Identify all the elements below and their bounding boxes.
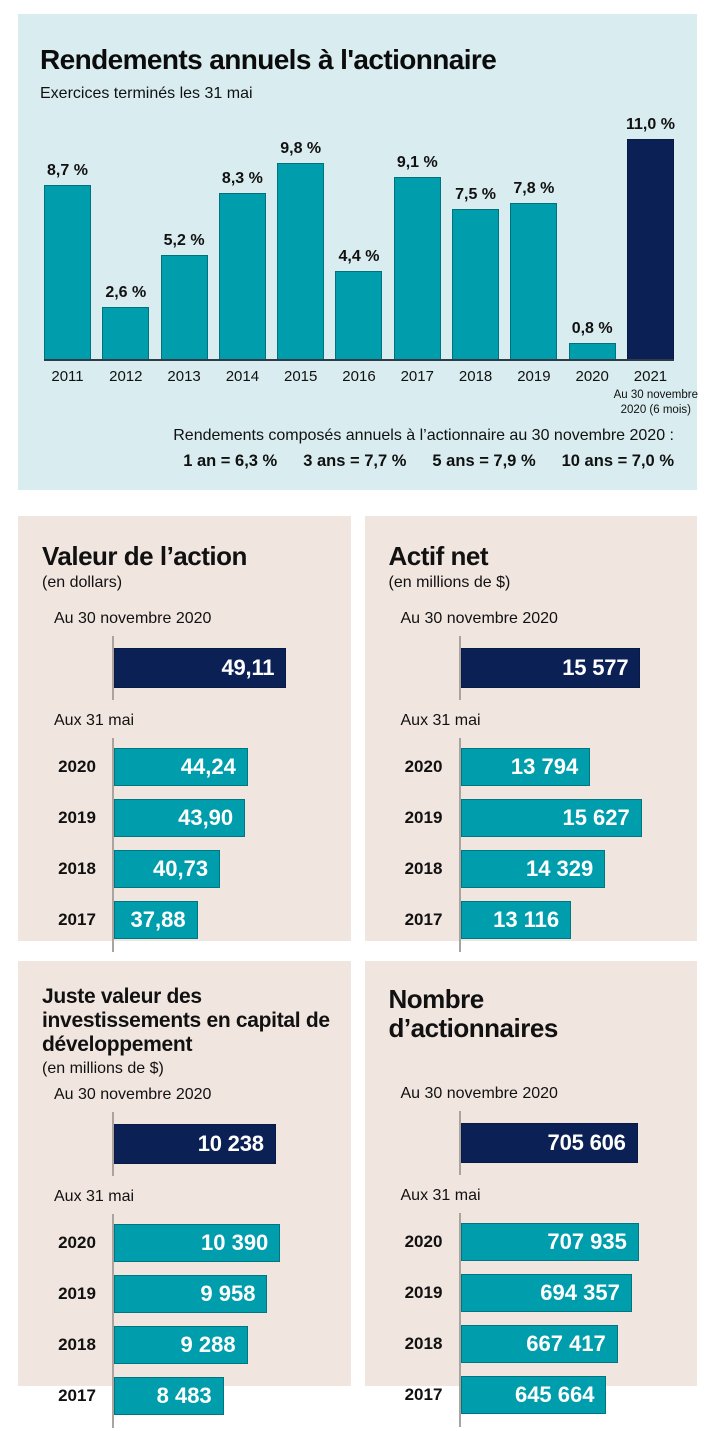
x-axis-note-line2: 2020 (6 mois) <box>620 403 691 416</box>
x-axis-tick-label: 2015 <box>284 368 318 385</box>
bar <box>219 193 266 359</box>
row-bar <box>461 1325 618 1363</box>
row-bar-value: 8 483 <box>156 1382 212 1408</box>
row-bar <box>114 901 198 939</box>
compound-returns-footer <box>40 427 675 471</box>
highlight-bar <box>114 1124 276 1164</box>
group-date-label: Aux 31 mai <box>54 1187 135 1205</box>
row-bar <box>461 1376 607 1414</box>
row-bar-value: 10 390 <box>201 1229 269 1255</box>
highlight-axis <box>459 1111 678 1175</box>
stat-panels-row-2 <box>18 961 697 1408</box>
x-axis-tick-label: 2021 <box>633 368 668 385</box>
panel-bars-axis <box>459 1213 678 1427</box>
row-bar-value: 9 288 <box>180 1331 236 1357</box>
bar-value-label: 9,1 % <box>396 154 438 171</box>
row-year-label: 2017 <box>404 910 443 929</box>
panel-year-labels <box>42 1214 112 1428</box>
stat-panel <box>365 516 698 941</box>
compound-returns-values <box>40 452 674 471</box>
panel-year-labels <box>389 1213 459 1427</box>
row-bar-value: 14 329 <box>525 856 594 881</box>
panel-title: Juste valeur des investissements en capital de développement <box>42 985 330 1056</box>
bar-column <box>452 186 499 359</box>
row-year-label: 2020 <box>404 757 443 776</box>
row-bar-value: 43,90 <box>178 805 234 830</box>
highlight-bar <box>461 648 641 688</box>
x-axis-tick-label: 2013 <box>167 368 201 385</box>
row-year-label: 2018 <box>58 859 96 878</box>
panel-subtitle: (en millions de $) <box>388 573 511 591</box>
row-year-label: 2019 <box>404 808 443 827</box>
compound-returns-intro: Rendements composés annuels à l’actionnaire au 30 novembre 2020 : <box>173 427 674 444</box>
bar <box>102 307 149 359</box>
row-bar-value: 9 958 <box>200 1280 256 1306</box>
panel-year-labels <box>389 738 459 952</box>
bar-value-label: 4,4 % <box>338 248 380 265</box>
bar-column <box>219 170 266 359</box>
row-bar <box>114 799 245 837</box>
x-axis-tick-label: 2011 <box>51 368 84 385</box>
bar <box>161 255 208 359</box>
bar-value-label: 9,8 % <box>280 140 322 157</box>
row-year-label: 2018 <box>404 1334 443 1353</box>
row-bar <box>114 1224 280 1262</box>
highlight-bar <box>461 1123 638 1163</box>
bar-value-label: 8,7 % <box>47 162 88 179</box>
bar-value-label: 8,3 % <box>221 170 263 187</box>
panel-bar-group <box>389 1213 678 1427</box>
row-bar <box>114 1326 248 1364</box>
bar <box>277 163 324 359</box>
x-axis-tick-label: 2014 <box>225 368 260 385</box>
bar-column <box>335 248 382 359</box>
row-bar-value: 707 935 <box>547 1229 627 1254</box>
bar-column <box>394 154 441 359</box>
row-bar-value: 645 664 <box>514 1382 595 1407</box>
row-bar-value: 13 794 <box>510 754 579 779</box>
row-bar-value: 13 116 <box>493 907 560 932</box>
page-title: Rendements annuels à l'actionnaire <box>40 44 497 75</box>
bar <box>569 343 616 359</box>
bar-column <box>627 116 674 359</box>
bar <box>394 177 441 359</box>
row-year-label: 2018 <box>404 859 443 878</box>
x-axis-tick-label: 2017 <box>400 368 434 385</box>
row-bar-value: 694 357 <box>540 1280 620 1305</box>
bar <box>335 271 382 359</box>
bar-column <box>44 162 91 359</box>
highlight-bar-value: 15 577 <box>562 655 629 680</box>
stat-panel <box>365 961 698 1407</box>
highlight-bar-value: 705 606 <box>547 1130 626 1155</box>
row-bar <box>114 748 248 786</box>
highlight-axis <box>112 1112 331 1176</box>
annual-returns-panel <box>18 14 697 490</box>
row-bar-value: 15 627 <box>562 805 630 830</box>
row-bar <box>461 1223 639 1261</box>
bar-column <box>510 180 557 359</box>
panel-bars-axis <box>459 738 678 952</box>
bar-column <box>102 284 149 359</box>
bar-value-label: 11,0 % <box>626 116 675 133</box>
stat-panels-row-1 <box>18 516 697 941</box>
group-date-label: Aux 31 mai <box>400 712 481 729</box>
row-bar <box>114 1275 267 1313</box>
panel-bars-axis <box>112 1214 331 1428</box>
row-bar <box>461 1274 632 1312</box>
bar <box>44 185 91 359</box>
panel-title: Actif net <box>388 541 488 571</box>
x-axis-tick-label: 2018 <box>458 368 493 385</box>
panel-title: Valeur de l’action <box>42 541 247 571</box>
highlight-bar <box>114 648 286 688</box>
panel-title: Nombre d’actionnaires <box>388 984 558 1043</box>
x-axis-tick-label: 2016 <box>342 368 376 385</box>
bar-value-label: 2,6 % <box>105 284 147 301</box>
row-bar-value: 667 417 <box>526 1331 606 1356</box>
row-year-label: 2020 <box>58 1232 96 1252</box>
x-axis-note-line1: Au 30 novembre <box>613 389 698 401</box>
bar-chart-plot-area <box>44 113 674 361</box>
compound-return-item: 10 ans = 7,0 % <box>561 452 674 470</box>
group-date-label: Aux 31 mai <box>54 712 135 729</box>
compound-return-item: 1 an = 6,3 % <box>183 452 278 470</box>
bar-value-label: 7,8 % <box>513 180 555 197</box>
highlight-bar-value: 49,11 <box>221 655 275 680</box>
bar <box>510 203 557 359</box>
highlight-axis <box>459 636 678 700</box>
row-bar <box>461 748 591 786</box>
chart-subtitle: Exercices terminés les 31 mai <box>40 85 253 102</box>
bar-chart-x-axis <box>44 368 674 385</box>
bar-column <box>277 140 324 359</box>
row-year-label: 2019 <box>58 808 96 827</box>
highlight-bar-value: 10 238 <box>197 1130 264 1156</box>
panel-bar-group <box>42 738 331 952</box>
bar-column <box>161 232 208 359</box>
row-bar-value: 40,73 <box>153 856 209 881</box>
row-bar <box>461 850 606 888</box>
row-year-label: 2017 <box>404 1385 443 1404</box>
highlight-axis <box>112 636 331 700</box>
highlight-date-label: Au 30 novembre 2020 <box>54 1085 212 1103</box>
x-axis-tick-label: 2012 <box>109 368 143 385</box>
row-year-label: 2019 <box>404 1283 443 1302</box>
row-year-label: 2017 <box>58 1385 96 1405</box>
panel-header <box>42 542 331 592</box>
x-axis-note <box>614 388 698 418</box>
panel-bar-group <box>389 738 678 952</box>
panel-header <box>389 542 678 592</box>
row-year-label: 2018 <box>58 1334 96 1354</box>
annual-returns-bar-chart <box>44 113 698 416</box>
bar-column <box>569 320 616 359</box>
panel-subtitle: (en millions de $) <box>42 1059 164 1077</box>
row-year-label: 2020 <box>404 1232 443 1251</box>
panel-year-labels <box>42 738 112 952</box>
stat-panel <box>18 516 351 941</box>
highlight-date-label: Au 30 novembre 2020 <box>400 610 558 627</box>
bar <box>627 139 674 359</box>
bar-value-label: 7,5 % <box>455 186 497 203</box>
bar <box>452 209 499 359</box>
row-year-label: 2019 <box>58 1283 96 1303</box>
row-bar-value: 37,88 <box>130 907 186 932</box>
row-bar <box>114 1377 224 1415</box>
bar-value-label: 5,2 % <box>163 232 205 249</box>
panel-bar-group <box>42 1214 331 1428</box>
row-year-label: 2020 <box>58 757 96 776</box>
stat-panel <box>18 961 351 1408</box>
highlight-date-label: Au 30 novembre 2020 <box>400 1085 558 1102</box>
row-bar <box>461 799 642 837</box>
compound-return-item: 3 ans = 7,7 % <box>303 452 407 470</box>
compound-return-item: 5 ans = 7,9 % <box>432 452 536 470</box>
row-year-label: 2017 <box>58 910 96 929</box>
panel-subtitle: (en dollars) <box>42 573 123 591</box>
panel-header <box>389 985 678 1077</box>
row-bar <box>461 901 572 939</box>
row-bar <box>114 850 220 888</box>
row-bar-value: 44,24 <box>180 754 236 779</box>
bar-value-label: 0,8 % <box>571 320 613 337</box>
panel-header <box>42 985 331 1078</box>
panel-bars-axis <box>112 738 331 952</box>
highlight-date-label: Au 30 novembre 2020 <box>54 610 212 627</box>
x-axis-tick-label: 2019 <box>517 368 551 385</box>
group-date-label: Aux 31 mai <box>400 1187 481 1204</box>
x-axis-tick-label: 2020 <box>575 368 609 385</box>
